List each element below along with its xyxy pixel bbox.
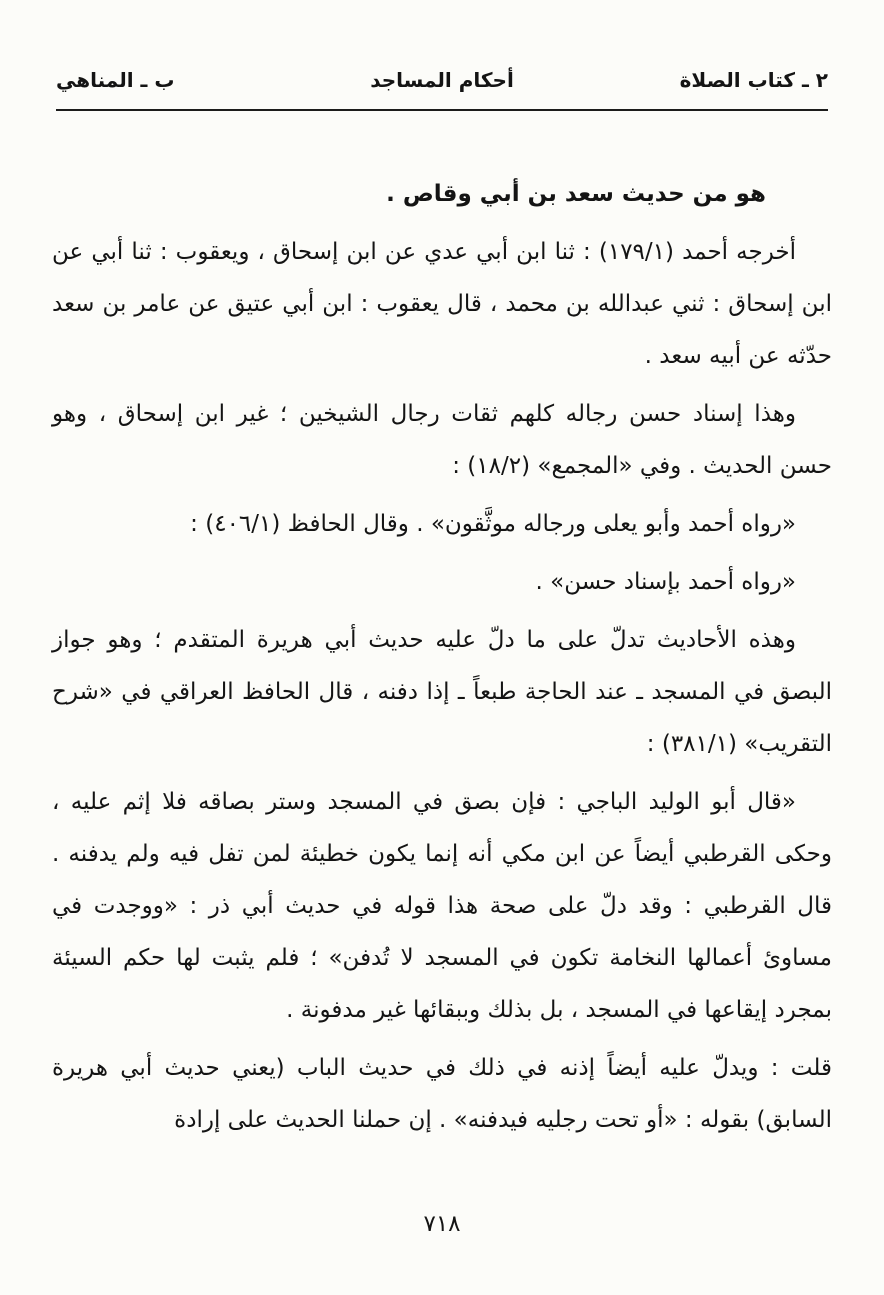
paragraph: «رواه أحمد وأبو يعلى ورجاله موثَّقون» . وقال الحافظ (٤٠٦/١) :	[190, 511, 796, 537]
running-head	[56, 68, 828, 92]
paragraph: هو من حديث سعد بن أبي وقاص .	[386, 181, 766, 207]
paragraph: وهذا إسناد حسن رجاله كلهم ثقات رجال الشيخين ؛ غير ابن إسحاق ، وهو حسن الحديث . وفي «المجمع» (١٨/٢) :	[52, 401, 832, 479]
header-section-title: ٢ ـ كتاب الصلاة	[679, 68, 828, 92]
header-subsection-title: ب ـ المناهي	[56, 68, 175, 92]
header-divider	[56, 109, 828, 111]
paragraph: «رواه أحمد بإسناد حسن» .	[535, 569, 796, 595]
body-text	[52, 168, 832, 1152]
header-chapter-title: أحكام المساجد	[370, 68, 514, 92]
paragraph: أخرجه أحمد (١٧٩/١) : ثنا ابن أبي عدي عن ابن إسحاق ، ويعقوب : ثنا أبي عن ابن إسحاق : ثني عبدالله بن محمد ، قال يعقوب : ابن أبي عتيق عن عامر بن سعد حدّثه عن أبيه سعد .	[52, 239, 832, 369]
paragraph: وهذه الأحاديث تدلّ على ما دلّ عليه حديث أبي هريرة المتقدم ؛ وهو جواز البصق في المسجد ـ عند الحاجة طبعاً ـ إذا دفنه ، قال الحافظ العراقي في «شرح التقريب» (٣٨١/١) :	[52, 627, 832, 757]
paragraph: «قال أبو الوليد الباجي : فإن بصق في المسجد وستر بصاقه فلا إثم عليه ، وحكى القرطبي أيضاً عن ابن مكي أنه إنما يكون خطيئة لمن تفل فيه ولم يدفنه . قال القرطبي : وقد دلّ على صحة هذا قوله في حديث أبي ذر : «ووجدت في مساوئ أعمالها النخامة تكون في المسجد لا تُدفن» ؛ فلم يثبت لها حكم السيئة بمجرد إيقاعها في المسجد ، بل بذلك وببقائها غير مدفونة .	[52, 789, 832, 1023]
page-number: ٧١٨	[423, 1211, 461, 1237]
paragraph: قلت : ويدلّ عليه أيضاً إذنه في ذلك في حديث الباب (يعني حديث أبي هريرة السابق) بقوله : «أو تحت رجليه فيدفنه» . إن حملنا الحديث على إرادة	[52, 1055, 832, 1133]
